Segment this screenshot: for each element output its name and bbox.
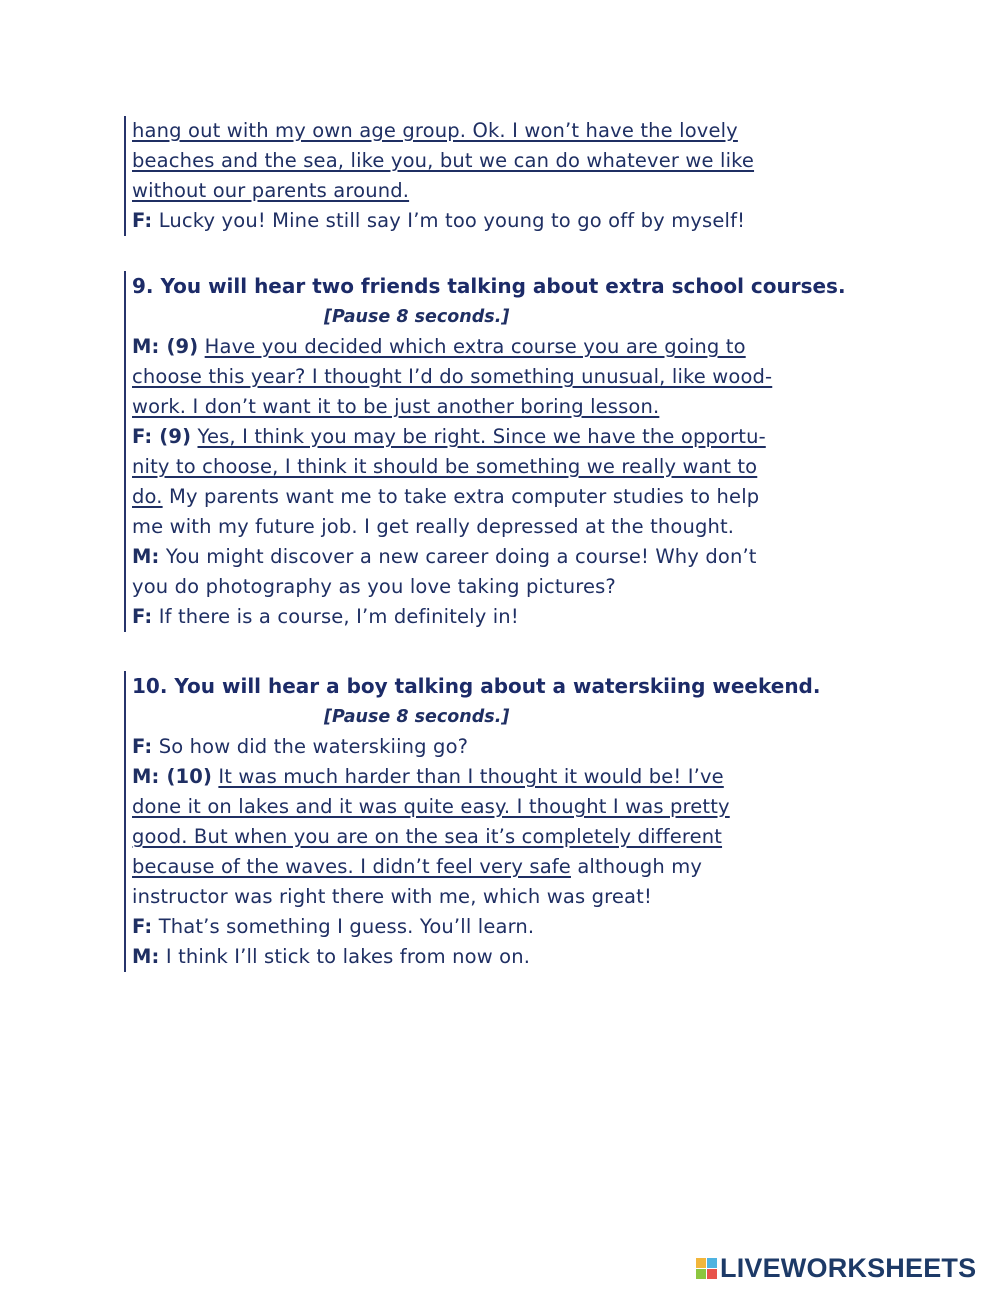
answer-text: done it on lakes and it was quite easy. I thought I was pretty [132, 795, 730, 818]
answer-text: nity to choose, I think it should be something we really want to [132, 455, 758, 478]
answer-text: good. But when you are on the sea it’s completely different [132, 825, 723, 848]
logo-tile [696, 1269, 706, 1279]
dialogue-text: If there is a course, I’m definitely in! [152, 605, 519, 628]
speaker-label: F: [132, 209, 153, 232]
dialogue-line-f [132, 602, 846, 632]
answer-text: do. [132, 485, 163, 508]
dialogue-line-m [132, 762, 820, 792]
logo-text: LIVEWORKSHEETS [720, 1252, 977, 1283]
logo-mark-icon [696, 1258, 717, 1279]
speaker-label: M: [132, 945, 160, 968]
dialogue-text: So how did the waterskiing go? [152, 735, 469, 758]
speaker-label: F: [132, 915, 153, 938]
dialogue-block-8-end [124, 116, 754, 236]
logo-tile [707, 1258, 717, 1268]
text-line [132, 482, 846, 512]
text-line: instructor was right there with me, which was great! [132, 885, 652, 908]
dialogue-text: You might discover a new career doing a course! Why don’t [159, 545, 757, 568]
dialogue-line-m [132, 332, 846, 362]
dialogue-text: Lucky you! Mine still say I’m too young to go off by myself! [152, 209, 746, 232]
answer-text: Have you decided which extra course you are going to [204, 335, 746, 358]
dialogue-text: My parents want me to take extra computer studies to help [162, 485, 760, 508]
speaker-label: F: (9) [132, 425, 192, 448]
pause-note: [Pause 8 seconds.] [324, 307, 510, 327]
pause-note: [Pause 8 seconds.] [324, 707, 510, 727]
dialogue-block-9 [124, 271, 846, 632]
answer-text: because of the waves. I didn’t feel very safe [132, 855, 571, 878]
text-line: hang out with my own age group. Ok. I won’t have the lovely [132, 119, 738, 142]
logo-tile [696, 1258, 706, 1268]
speaker-label: M: (9) [132, 335, 199, 358]
text-line: me with my future job. I get really depressed at the thought. [132, 515, 735, 538]
liveworksheets-logo [696, 1253, 976, 1283]
question-heading: 10. You will hear a boy talking about a waterskiing weekend. [132, 674, 821, 698]
dialogue-text: I think I’ll stick to lakes from now on. [159, 945, 531, 968]
speaker-label: M: [132, 545, 160, 568]
text-line: beaches and the sea, like you, but we can do whatever we like [132, 149, 755, 172]
answer-text: Yes, I think you may be right. Since we have the opportu- [197, 425, 766, 448]
dialogue-line-m [132, 942, 820, 972]
speaker-label: M: (10) [132, 765, 213, 788]
text-line: you do photography as you love taking pictures? [132, 575, 616, 598]
dialogue-text: although my [570, 855, 703, 878]
question-heading: 9. You will hear two friends talking about extra school courses. [132, 274, 846, 298]
speaker-label: F: [132, 605, 153, 628]
dialogue-line-f [132, 912, 820, 942]
logo-tile [707, 1269, 717, 1279]
dialogue-line-f [132, 422, 846, 452]
dialogue-line-f [132, 206, 754, 236]
answer-text: work. I don’t want it to be just another boring lesson. [132, 395, 660, 418]
text-line [132, 852, 820, 882]
answer-text: choose this year? I thought I’d do something unusual, like wood- [132, 365, 773, 388]
answer-text: It was much harder than I thought it would be! I’ve [218, 765, 724, 788]
dialogue-line-m [132, 542, 846, 572]
dialogue-text: That’s something I guess. You’ll learn. [152, 915, 535, 938]
text-line: without our parents around. [132, 179, 410, 202]
speaker-label: F: [132, 735, 153, 758]
dialogue-line-f [132, 732, 820, 762]
dialogue-block-10 [124, 671, 820, 972]
